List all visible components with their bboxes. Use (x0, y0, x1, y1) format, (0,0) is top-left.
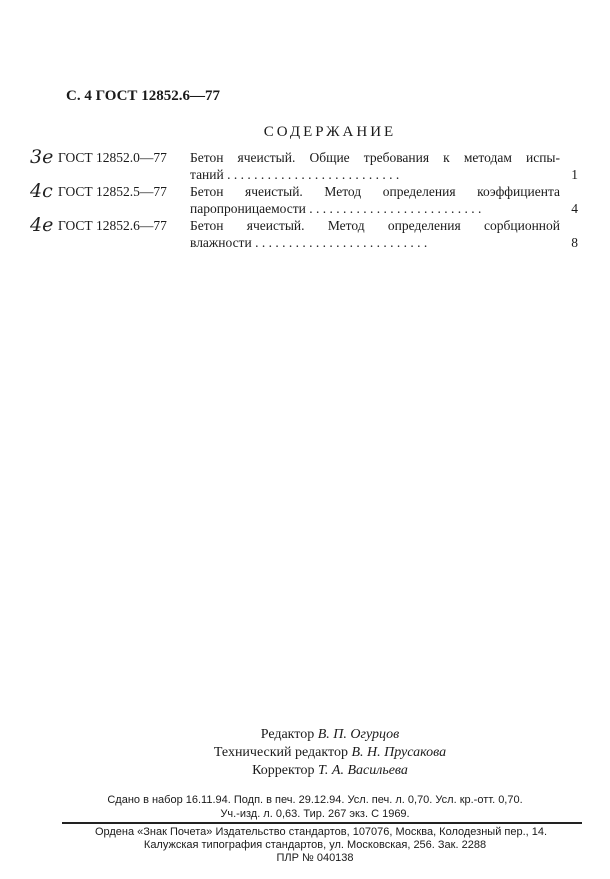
toc-code: ГОСТ 12852.6—77 (58, 218, 167, 233)
toc-page: 4 (571, 201, 578, 216)
corrector-line (0, 763, 610, 779)
page-header: С. 4 ГОСТ 12852.6—77 (66, 88, 220, 104)
handwritten-note: 4с (30, 180, 53, 202)
toc-title: Бетон ячеистый. Метод определения сорбционной (190, 218, 560, 233)
toc-title-cont: паропроницаемости (190, 201, 306, 216)
editor-name: В. П. Огурцов (317, 727, 400, 742)
handwritten-note: 4е (30, 214, 54, 236)
tech-editor-line (0, 745, 610, 761)
toc-entry: 3е ГОСТ 12852.0—77 Бетон ячеистый. Общие требования к методам испы- таний . . . . . . . . . . . . . . . . . . . . . . . . . . 1 (30, 146, 578, 182)
corrector-label: Корректор (252, 763, 315, 778)
editor-line (0, 727, 610, 743)
license-line: ПЛР № 040138 (276, 852, 354, 864)
imprint-line: Уч.-изд. л. 0,63. Тир. 267 экз. С 1969. (220, 808, 410, 820)
corrector-name: Т. А. Васильева (318, 763, 408, 778)
toc-entry: 4с ГОСТ 12852.5—77 Бетон ячеистый. Метод определения коэффициента паропроницаемости . . . . . . . . . . . . . . . . . . . . . . . . . . 4 (30, 180, 578, 216)
handwritten-note: 3е (30, 146, 54, 168)
toc-page: 8 (571, 235, 578, 250)
toc-title: Бетон ячеистый. Общие требования к методам испы- (190, 150, 560, 165)
tech-editor-label: Технический редактор (213, 745, 348, 760)
printer-line: Калужская типография стандартов, ул. Московская, 256. Зак. 2288 (143, 839, 487, 851)
tech-editor-name: В. Н. Прусакова (351, 745, 447, 760)
publisher-line: Ордена «Знак Почета» Издательство стандартов, 107076, Москва, Колодезный пер., 14. (94, 826, 548, 838)
editor-label: Редактор (260, 727, 315, 742)
divider (62, 822, 582, 824)
toc-code: ГОСТ 12852.5—77 (58, 184, 167, 199)
toc-entry: 4е ГОСТ 12852.6—77 Бетон ячеистый. Метод определения сорбционной влажности . . . . . . . . . . . . . . . . . . . . . . . . . . 8 (30, 214, 578, 250)
toc-title: Бетон ячеистый. Метод определения коэффициента (190, 184, 560, 199)
toc-title-cont: влажности (190, 235, 252, 250)
contents-title: СОДЕРЖАНИЕ (263, 124, 397, 140)
toc-page: 1 (571, 167, 578, 182)
toc-code: ГОСТ 12852.0—77 (58, 150, 167, 165)
imprint-line: Сдано в набор 16.11.94. Подп. в печ. 29.12.94. Усл. печ. л. 0,70. Усл. кр.-отт. 0,70. (107, 794, 523, 806)
toc-title-cont: таний (190, 167, 224, 182)
